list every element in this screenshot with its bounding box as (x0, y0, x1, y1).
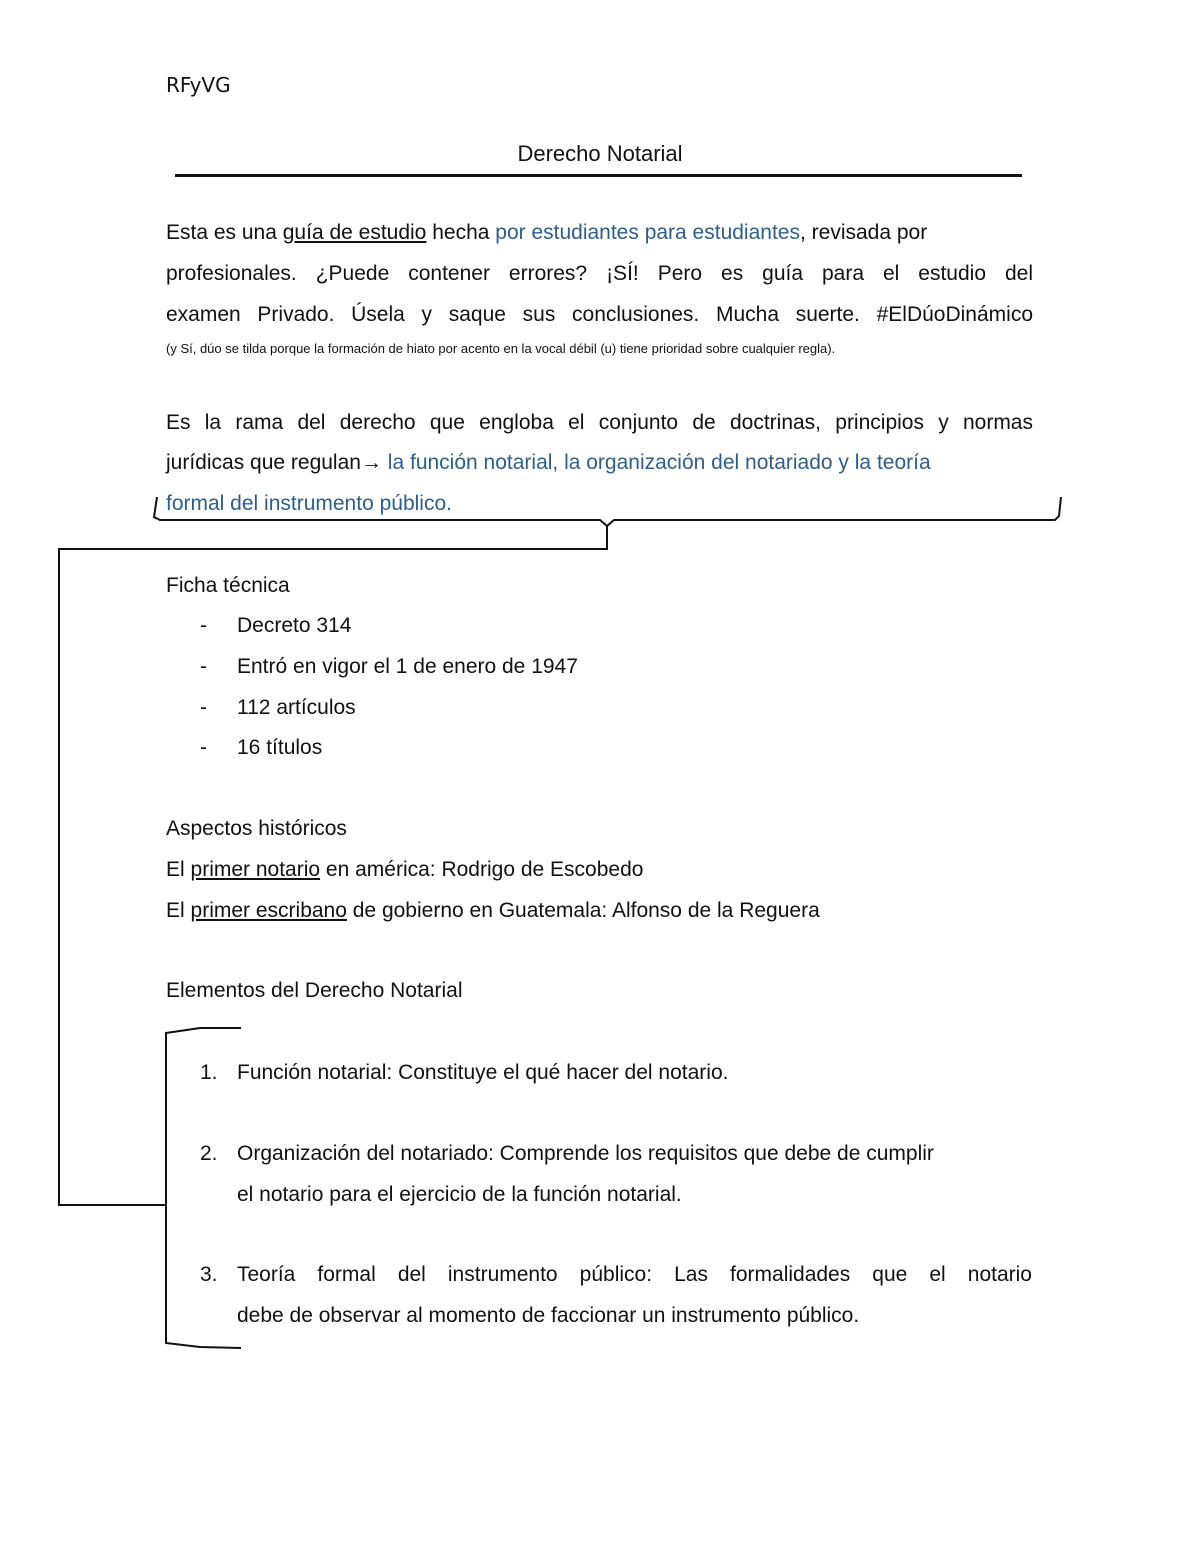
accent-note: (y Sí, dúo se tilda porque la formación de hiato por acento en la vocal débil (u) tiene prioridad sobre cualquier regla). (166, 341, 836, 356)
intro-line-1: Esta es una guía de estudio hecha por estudiantes para estudiantes, revisada por (166, 221, 928, 244)
ficha-item-titulos: 16 títulos (237, 736, 323, 759)
intro-line-2: profesionales. ¿Puede contener errores? ¡SÍ! Pero es guía para el estudio del (166, 262, 1033, 285)
historia-line-escribano: El primer escribano de gobierno en Guatemala: Alfonso de la Reguera (166, 899, 820, 922)
elemento-organizacion-l2: el notario para el ejercicio de la función notarial. (237, 1183, 682, 1206)
elemento-funcion-notarial: Función notarial: Constituye el qué hacer del notario. (237, 1061, 729, 1084)
page-title: Derecho Notarial (517, 141, 683, 166)
ficha-item-articulos: 112 artículos (237, 696, 356, 719)
connector-line (59, 526, 607, 1205)
students-highlight: por estudiantes para estudiantes (495, 221, 800, 244)
ficha-item-decreto: Decreto 314 (237, 614, 352, 637)
elemento-teoria-l1: Teoría formal del instrumento público: Las formalidades que el notario (237, 1263, 1032, 1286)
intro-line-3: examen Privado. Úsela y saque sus conclusiones. Mucha suerte. #ElDúoDinámico (166, 303, 1033, 326)
definition-line-3: formal del instrumento público. (166, 492, 452, 515)
author-initials: RFyVG (166, 73, 231, 97)
definition-line-2: jurídicas que regulan→ la función notarial, la organización del notariado y la teoría (166, 451, 931, 474)
ficha-heading: Ficha técnica (166, 574, 290, 597)
study-guide-text: guía de estudio (282, 221, 427, 244)
elemento-teoria-l2: debe de observar al momento de faccionar un instrumento público. (237, 1304, 860, 1327)
elementos-bracket (166, 1028, 241, 1348)
definition-line-1: Es la rama del derecho que engloba el conjunto de doctrinas, principios y normas (166, 411, 1033, 434)
list-number: 2. (200, 1142, 218, 1165)
elementos-heading: Elementos del Derecho Notarial (166, 979, 463, 1002)
historia-line-notario: El primer notario en américa: Rodrigo de Escobedo (166, 858, 644, 881)
list-number: 3. (200, 1263, 218, 1286)
arrow-icon: → (360, 451, 382, 474)
bullet-dash: - (200, 736, 207, 759)
bullet-dash: - (200, 655, 207, 678)
bullet-dash: - (200, 614, 207, 637)
list-number: 1. (200, 1061, 218, 1084)
ficha-item-vigor: Entró en vigor el 1 de enero de 1947 (237, 655, 578, 678)
definition-brace (154, 497, 1061, 526)
elemento-organizacion-l1: Organización del notariado: Comprende los requisitos que debe de cumplir (237, 1142, 934, 1165)
historia-heading: Aspectos históricos (166, 817, 347, 840)
bullet-dash: - (200, 696, 207, 719)
